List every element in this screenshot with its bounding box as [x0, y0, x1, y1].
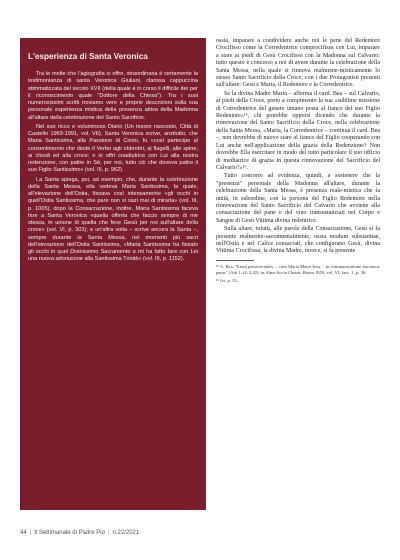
page-footer: [20, 530, 139, 536]
publication-name: Il Settimanale di Padre Pio: [34, 530, 105, 536]
sidebar-title: L'esperienza di Santa Veronica: [28, 52, 148, 61]
sidebar-box: [20, 38, 206, 510]
sidebar-paragraph: Tra le molte che l'agiografia ci offre, straordinaria è certamente la testimonianza di santa Veronica Giuliani, clarissa cappuccina stimmatizzata del secolo XVII (della quale è in corso il difficile iter per il riconoscimento quale "Dottore della Chiesa"). Tra i suoi numerosissimi scritti troviamo vere e proprie descrizioni sulla sua personale esperienza mistica della presenza attiva della Madonna all'altare della celebrazione del Santo Sacrificio.: [28, 71, 198, 121]
footer-separator: |: [107, 530, 110, 536]
sidebar-paragraph: La Santa spiega, poi, ad esempio, che, durante la celebrazione della Santa Messa, ella vedeva Maria Santissima, la quale, all'elevazione dell'Ostia, fissava così intensamente «gli occhi in quell'Ostia Santissima, che pare non si sazi mai di mirarla» (vol. III, p. 1005); dopo la Consacrazione, inoltre, Maria Santissima faceva fare a Santa Veronica «quella offerta che faccio sempre di me stessa, in unione di quella che fece Gesù per noi sull'altare della croce» (vol. VI, p. 303); e un'altra volta – scrive ancora la Santa –, sempre durante la Santa Messa, nei momenti più sacri dell'elevazione dell'Ostia Santissima, «Maria Santissima ha fissato gli occhi in quel Divinissimo Sacramento e mi ha fatto fare con Lei una nuova adorazione alla Santissima Trinità» (vol. III, p. 1152).: [28, 176, 198, 263]
body-paragraph: Sulla altare, infatti, alle parole della Consacrazione, Gesù si fa presente realmente-sacramentalmente, ossia modum substantiae, nell'Ostia e nel Calice consacrati, che configurano Gesù, divina Vittima Crocifissa; la divina Madre, invece, si fa presente: [216, 226, 380, 255]
issue-number: n.22/2021: [112, 530, 140, 536]
sidebar-paragraph: Nel suo ricco e voluminoso Diario (Un tesoro nascosto, Città di Castello 1969-1991, vol. VII), Santa Veronica scrive, anzitutto, che Maria Santissima, alla Passione di Cristo, fu «così partecipe al consentimento che diede il Verbo agli obbrobri, ai flagelli, alle spine, ai chiodi ed alla croce; e si offrì coadiutrice con Lui alla nostra redenzione, con patire in Sé, per noi, tutto ciò che doveva patire il suo Figlio Santissimo» (vol. III, p. 962).: [28, 123, 198, 174]
footnote-divider: [216, 260, 254, 261]
footnote: ¹⁶ Ivi, p. 33.: [216, 277, 238, 283]
body-paragraph: ossia, imparare a condividere anche noi le pene del Redentore Crocifisso come la Corredentrice comprocifissa con Lui, imparare a stare ai piedi di Gesù Crocifisso con la Madonna sul Calvario: tutto questo è concesso a noi di avere durante la celebrazione della Santa Messa, nella quale si rinnova realmente-misticamente lo stesso Santo Sacrificio della Croce, con i due Protagonisti presenti sull'altare: Gesù e Maria, il Redentore e la Corredentrice.: [216, 38, 380, 89]
page-number: 44: [20, 530, 27, 536]
main-column: [216, 38, 380, 286]
footer-separator: |: [29, 530, 32, 536]
body-paragraph: Se la divina Madre Maria – afferma il card. Bea – sul Calvario, ai piedi della Croce, portò a compimento la sua «sublime missione di Corredentrice del genere umano posta al fianco del suo Figlio Redentore»¹⁵, chi potrebbe opporsi dicendo che durante la rinnovazione del Santo Sacrificio della Croce, nella celebrazione della Santa Messa, «Maria, la Corredentrice – continua il card. Bea –, non dovrebbe di nuovo stare al fianco del Figlio cooperando con Lui anche nell'applicazione della grazia della Redenzione? Non dovrebbe Ella esercitare in modo del tutto particolare il suo ufficio di mediatrice di grazia in questa rinnovazione del Sacrificio del Calvario?»¹⁶.: [216, 90, 380, 171]
body-paragraph: Tutto concorre ad evidenza, quindi, a sostenere che la "presenza" personale della Madonna all'altare, durante la celebrazione della Santa Messa, è presenza reale-mistica che fa unità, in subordine, con la persona del Figlio Redentore nella rinnovazione del Santo Sacrificio del Calvario che avviene alla consacrazione del pane e del vino transustanziati nel Corpo e Sangue di Gesù Vittima divina redentrice.: [216, 173, 380, 224]
footnote: ¹⁵ A. Bea, "Erunt perseverantes… cum Maria Matre Jesu… in communicatione fractionis panis" (Atti 1,14; 2,42), in Alma Socia Christi, Roma 1950, vol. VI, fasc. 1, p. 36.: [216, 263, 380, 275]
